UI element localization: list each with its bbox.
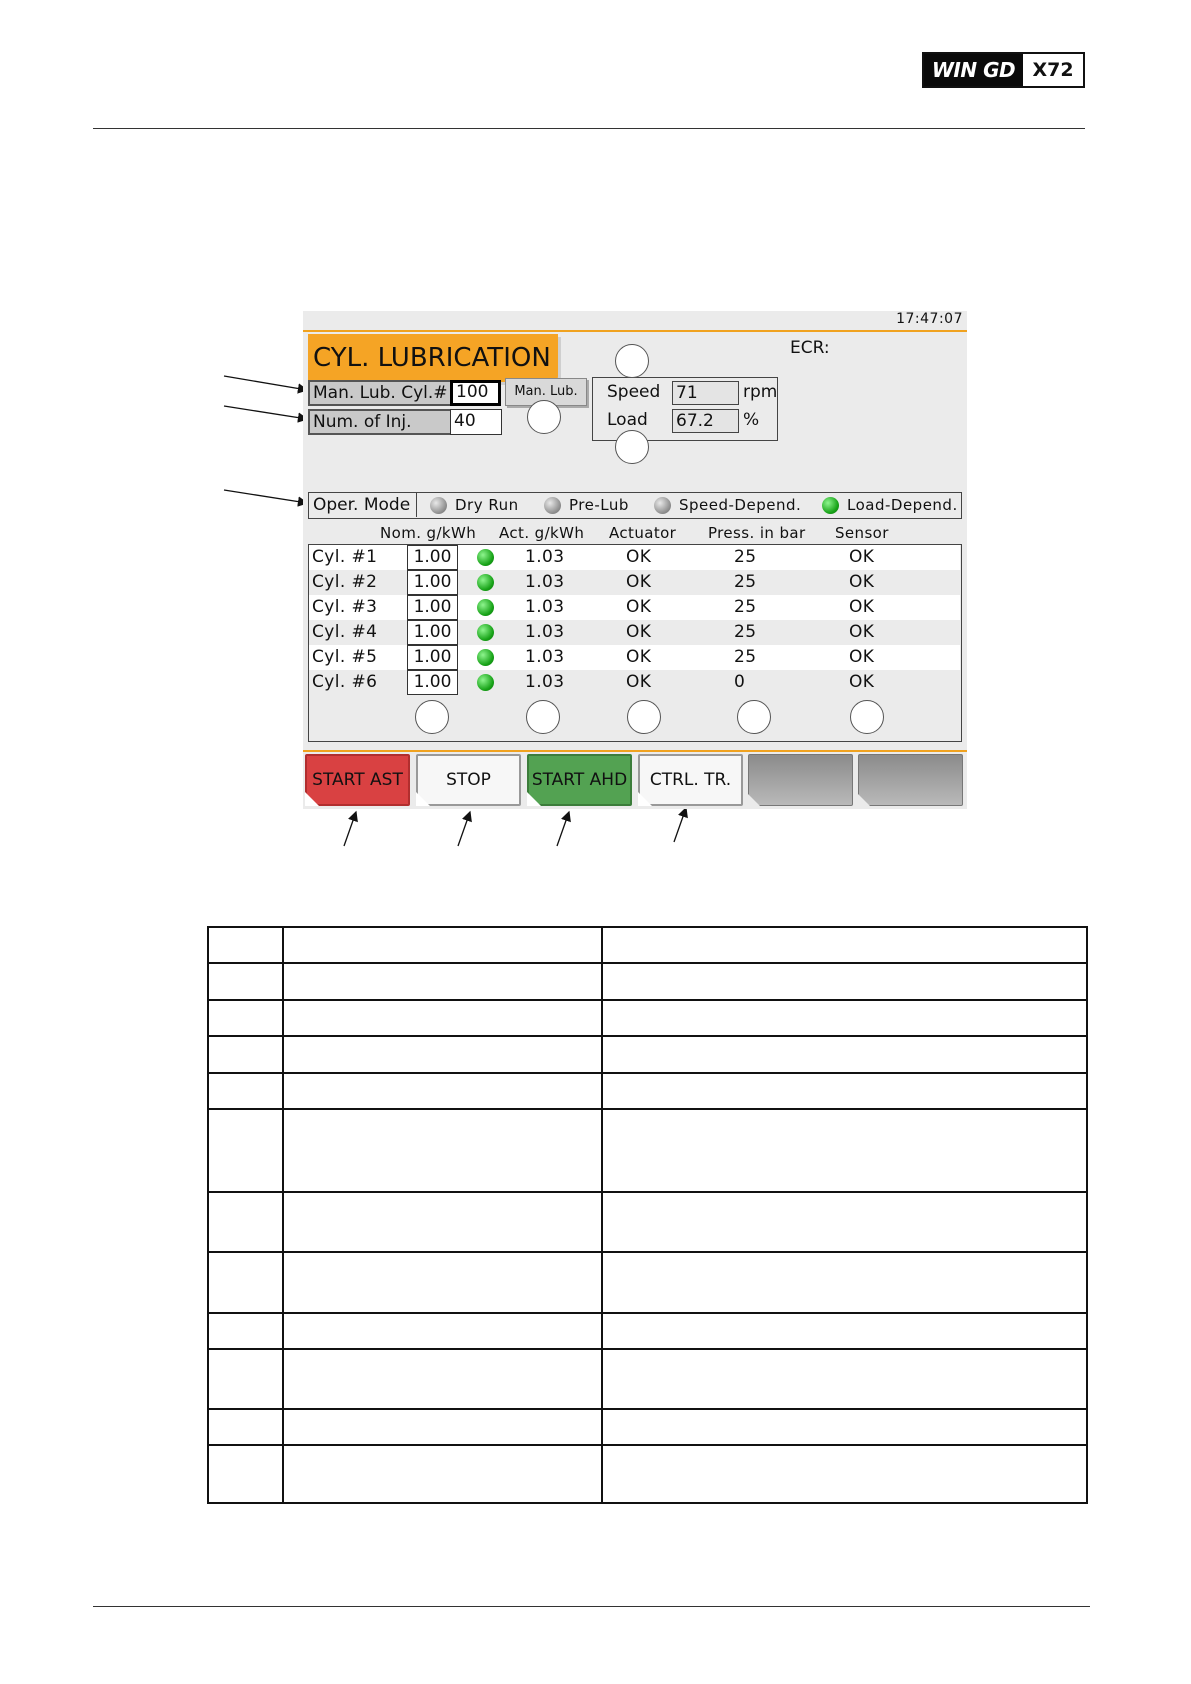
cyl-name: Cyl. #3 [312, 597, 378, 617]
status-led-icon [477, 624, 494, 641]
arrow-num-inj [224, 406, 307, 419]
status-led-icon [477, 574, 494, 591]
table-row [309, 620, 960, 645]
table-row [309, 545, 960, 570]
legend-table [207, 926, 1088, 1504]
table-row [208, 1036, 1087, 1073]
nom-input[interactable]: 1.00 [407, 545, 458, 570]
oper-mode-row [308, 492, 962, 519]
stop-button[interactable]: STOP [416, 754, 521, 806]
man-lub-cyl-label: Man. Lub. Cyl.# [308, 380, 452, 406]
cyl-name: Cyl. #6 [312, 672, 378, 692]
table-row [208, 1252, 1087, 1313]
arrow-ctrl-tr [674, 808, 686, 842]
press-value: 25 [734, 597, 757, 617]
pre-lub-label[interactable]: Pre-Lub [569, 496, 629, 514]
arrow-stop [458, 812, 470, 846]
function-button-empty[interactable] [858, 754, 963, 806]
load-unit: % [743, 410, 760, 430]
man-lub-cyl-input[interactable]: 100 [450, 380, 501, 406]
num-inj-input[interactable]: 40 [450, 409, 502, 435]
nom-input[interactable]: 1.00 [407, 620, 458, 645]
sensor-value: OK [849, 622, 875, 642]
oper-mode-label: Oper. Mode [309, 493, 417, 517]
man-lub-button[interactable]: Man. Lub. [505, 378, 587, 406]
table-row [208, 1192, 1087, 1252]
act-value: 1.03 [525, 672, 565, 692]
nom-input[interactable]: 1.00 [407, 595, 458, 620]
table-row [309, 595, 960, 620]
status-led-icon [477, 649, 494, 666]
engine-model: X72 [1032, 59, 1074, 81]
speed-label: Speed [607, 382, 661, 402]
footer-rule [93, 1606, 1090, 1607]
act-value: 1.03 [525, 622, 565, 642]
act-value: 1.03 [525, 597, 565, 617]
table-row [309, 670, 960, 695]
cyl-name: Cyl. #4 [312, 622, 378, 642]
dry-run-led-icon[interactable] [430, 497, 447, 514]
arrow-start-ahd [557, 812, 569, 846]
callout-circle [737, 700, 771, 734]
col-header-act: Act. g/kWh [499, 524, 585, 542]
press-value: 25 [734, 622, 757, 642]
sensor-value: OK [849, 597, 875, 617]
speed-depend-label[interactable]: Speed-Depend. [679, 496, 802, 514]
actuator-value: OK [626, 572, 652, 592]
arrow-man-lub-cyl [224, 376, 307, 390]
arrow-oper-mode [224, 490, 307, 503]
speed-depend-led-icon[interactable] [654, 497, 671, 514]
function-button-empty[interactable] [748, 754, 853, 806]
ctrl-tr-button[interactable]: CTRL. TR. [638, 754, 743, 806]
ecr-label: ECR: [790, 338, 830, 358]
actuator-value: OK [626, 547, 652, 567]
actuator-value: OK [626, 622, 652, 642]
pre-lub-led-icon[interactable] [544, 497, 561, 514]
table-row [208, 1445, 1087, 1503]
callout-circle [526, 700, 560, 734]
actuator-value: OK [626, 647, 652, 667]
brand-name: WIN GD [924, 54, 1023, 86]
act-value: 1.03 [525, 647, 565, 667]
actuator-value: OK [626, 597, 652, 617]
status-led-icon [477, 674, 494, 691]
clock: 17:47:07 [896, 311, 963, 327]
cylinder-table [308, 544, 962, 742]
callout-circle [615, 344, 649, 378]
col-header-nom: Nom. g/kWh [380, 524, 477, 542]
bottom-accent-line [303, 750, 967, 752]
table-row [208, 1313, 1087, 1349]
table-row [309, 570, 960, 595]
table-row [208, 963, 1087, 1000]
callout-circle [615, 430, 649, 464]
col-header-actuator: Actuator [609, 524, 677, 542]
speed-value: 71 [672, 381, 739, 405]
table-row [208, 1409, 1087, 1445]
top-accent-line [303, 330, 967, 332]
press-value: 25 [734, 547, 757, 567]
sensor-value: OK [849, 647, 875, 667]
cyl-name: Cyl. #2 [312, 572, 378, 592]
nom-input[interactable]: 1.00 [407, 645, 458, 670]
press-value: 25 [734, 647, 757, 667]
callout-circle [627, 700, 661, 734]
table-row [208, 927, 1087, 963]
callout-circle [415, 700, 449, 734]
col-header-press: Press. in bar [708, 524, 806, 542]
press-value: 25 [734, 572, 757, 592]
table-row [208, 1349, 1087, 1409]
load-label: Load [607, 410, 648, 430]
load-depend-led-icon[interactable] [822, 497, 839, 514]
act-value: 1.03 [525, 547, 565, 567]
load-value: 67.2 [672, 409, 739, 433]
sensor-value: OK [849, 572, 875, 592]
cyl-lubrication-screen [303, 311, 967, 809]
table-row [208, 1000, 1087, 1036]
nom-input[interactable]: 1.00 [407, 570, 458, 595]
dry-run-label[interactable]: Dry Run [455, 496, 519, 514]
sensor-value: OK [849, 672, 875, 692]
table-row [208, 1073, 1087, 1109]
callout-circle [850, 700, 884, 734]
status-led-icon [477, 599, 494, 616]
arrow-start-ast [344, 812, 356, 846]
start-ast-button[interactable]: START AST [305, 754, 410, 806]
col-header-sensor: Sensor [835, 524, 889, 542]
cyl-name: Cyl. #1 [312, 547, 378, 567]
page-title: CYL. LUBRICATION [308, 334, 558, 382]
sensor-value: OK [849, 547, 875, 567]
table-row [309, 645, 960, 670]
speed-load-panel [592, 377, 778, 441]
speed-unit: rpm [743, 382, 778, 402]
status-led-icon [477, 549, 494, 566]
callout-circle [527, 400, 561, 434]
cyl-name: Cyl. #5 [312, 647, 378, 667]
act-value: 1.03 [525, 572, 565, 592]
num-inj-label: Num. of Inj. [308, 409, 452, 435]
nom-input[interactable]: 1.00 [407, 670, 458, 695]
start-ahd-button[interactable]: START AHD [527, 754, 632, 806]
table-row [208, 1109, 1087, 1192]
actuator-value: OK [626, 672, 652, 692]
press-value: 0 [734, 672, 746, 692]
load-depend-label[interactable]: Load-Depend. [847, 496, 958, 514]
